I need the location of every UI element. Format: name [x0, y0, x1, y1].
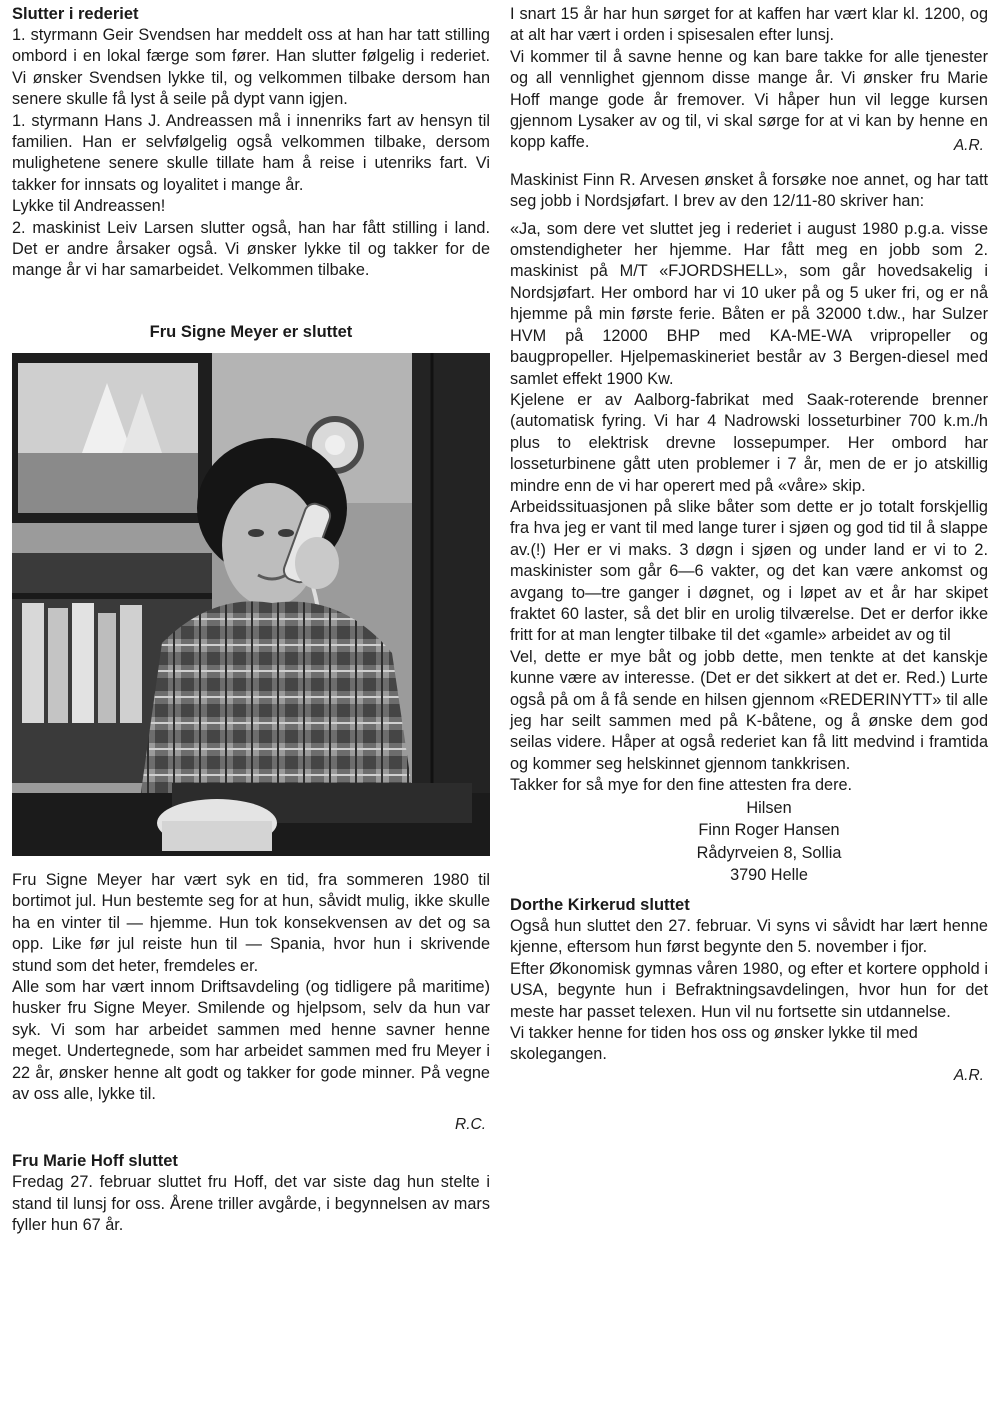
paragraph: Vi kommer til å savne henne og kan bare takke for alle tjenester og all vennlighet gjennom disse mange år. Vi ønsker fru Marie Hoff mange gode år fremover. Vi håper hun vil legge kursen gjennom Lysaker av og til, vi skal sørge for at vi kan by henne en kopp kaffe.	[510, 47, 988, 152]
paragraph: 2. maskinist Leiv Larsen slutter også, han har fått stilling i land. Det er andre årsaker også. Vi ønsker lykke til og takker for de mange år vi har samarbeidet. Velkommen tilbake.	[12, 218, 490, 280]
paragraph: Også hun sluttet den 27. februar. Vi syns vi såvidt har lært henne kjenne, eftersom hun først begynte den 5. november i fjor.	[510, 917, 988, 957]
right-column	[510, 4, 988, 1086]
paragraph: Lykke til Andreassen!	[12, 197, 166, 216]
paragraph: Efter Økonomisk gymnas våren 1980, og efter et kortere opphold i USA, begynte hun i Befraktningsavdelingen, hvor hun for det meste har passet telexen. Hun vil nu fortsette sin utdannelse.	[510, 959, 988, 1021]
paragraph: Kjelene er av Aalborg-fabrikat med Saak-roterende brenner (automatisk fyring. Vi har 4 Nadrowski losseturbiner 700 k.m./h plus to elektrisk drevne lossepumper. Her ombord har losseturbinene gått uten problemer i 7 år, men de er jo atskillig mindre enn de vi har operert med på «våre» skip.	[510, 390, 988, 495]
heading-slutter-i-rederiet: Slutter i rederiet	[12, 5, 139, 23]
paragraph: Vel, dette er mye båt og jobb dette, men tenkte at det kanskje kunne være av interesse. (Det er det sikkert at det er. Red.) Lurte også på om å få sende en hilsen gjennom «REDERINYTT» til alle jeg har seilt sammen med på K-båtene, og å ønske dem god seilas videre. Håper at også rederiet kan få litt medvind i framtida og kommer seg helskinnet gjennom tankkrisen.	[510, 647, 988, 773]
paragraph: «Ja, som dere vet sluttet jeg i rederiet i august 1980 p.g.a. visse omstendigheter her hjemme. Har fått meg en jobb som 2. maskinist på M/T «FJORDSHELL», som går hovedsakelig i Nordsjøfart. Her ombord har vi 10 uker på og 5 uker fri, og er nå hjemme på min første ferie. Båten er på 32000 t.dw., har Sulzer HVM på 12000 BHP med KA-ME-WA vripropeller og baugpropeller. Hjelpemaskineriet består av 3 Bergen-diesel med samlet effekt 1900 Kw.	[510, 219, 988, 388]
heading-dorthe-kirkerud: Dorthe Kirkerud sluttet	[510, 896, 690, 914]
letter-address-line: 3790 Helle	[730, 866, 808, 885]
woman-on-telephone-photo	[12, 353, 490, 856]
paragraph: Vi takker henne for tiden hos oss og ønsker lykke til med skolegangen.	[510, 1024, 918, 1064]
heading-marie-hoff: Fru Marie Hoff sluttet	[12, 1152, 178, 1171]
left-column	[12, 4, 490, 1237]
signature-rc: R.C.	[455, 1116, 486, 1134]
letter-address-line: Rådyrveien 8, Sollia	[696, 843, 842, 862]
paragraph: Takker for så mye for den fine attesten fra dere.	[510, 776, 853, 795]
paragraph: Arbeidssituasjonen på slike båter som dette er jo totalt forskjellig fra hva jeg er vant til med lange turer i sjøen og god tid til å slappe av.(!) Her er vi maks. 3 døgn i sjøen og under land er vi to 2. maskinister som går 6—6 vakter, og det kan være ankomst og avgang to—tre ganger i døgnet, og i løpet av et år har skipet fraktet 60 laster, så det blir en urolig tilværelse. Det er derfor ikke fritt for at man lengter tilbake til det «gamle» arbeidet av og til	[510, 497, 988, 645]
paragraph: Maskinist Finn R. Arvesen ønsket å forsøke noe annet, og har tatt seg jobb i Nordsjøfart. I brev av den 12/11-80 skriver han:	[510, 170, 988, 211]
letter-greeting: Hilsen	[746, 798, 792, 817]
paragraph: 1. styrmann Geir Svendsen har meddelt oss at han har tatt stilling ombord i en lokal færge som fører. Han slutter følgelig i rederiet. Vi ønsker Svendsen lykke til, og velkommen tilbake dersom han senere skulle få lyst å seile på dypt vann igjen.	[12, 26, 490, 109]
signature-ar: A.R.	[953, 1066, 984, 1084]
letter-signer-name: Finn Roger Hansen	[698, 821, 840, 840]
signature-ar: A.R.	[953, 136, 984, 154]
paragraph: Fredag 27. februar sluttet fru Hoff, det var siste dag hun stelte i stand til lunsj for oss. Årene triller avgårde, i begynnelsen av mars fyller hun 67 år.	[12, 1173, 490, 1235]
paragraph: I snart 15 år har hun sørget for at kaffen har vært klar kl. 1200, og at alt har vært i orden i spisesalen efter lunsj.	[510, 5, 988, 45]
paragraph: Alle som har vært innom Driftsavdeling (og tidligere på maritime) husker fru Signe Meyer. Smilende og hjelpsom, selv da hun var syk. Vi som har arbeidet sammen med henne savner henne meget. Undertegnede, som har arbeidet sammen med fru Meyer i 22 år, ønsker henne alt godt og takker for gode minner. På vegne av oss alle, lykke til.	[12, 977, 490, 1103]
photo-illustration	[12, 353, 490, 856]
paragraph: Fru Signe Meyer har vært syk en tid, fra sommeren 1980 til bortimot jul. Hun bestemte seg for at hun, såvidt mulig, ikke skulle ha en vinter til — hjemme. Hun tok konsekvensen av det og sa opp. Like før jul reiste hun til — Spania, hvor hun i skrivende stund som det heter, fremdeles er.	[12, 870, 490, 975]
paragraph: 1. styrmann Hans J. Andreassen må i innenriks fart av hensyn til familien. Han er selvfølgelig også velkommen tilbake, dersom mulighetene senere skulle tillate ham å reise i utenriks fart. Vi takker for innsats og loyalitet i mange år.	[12, 111, 490, 194]
heading-signe-meyer: Fru Signe Meyer er sluttet	[149, 322, 353, 341]
